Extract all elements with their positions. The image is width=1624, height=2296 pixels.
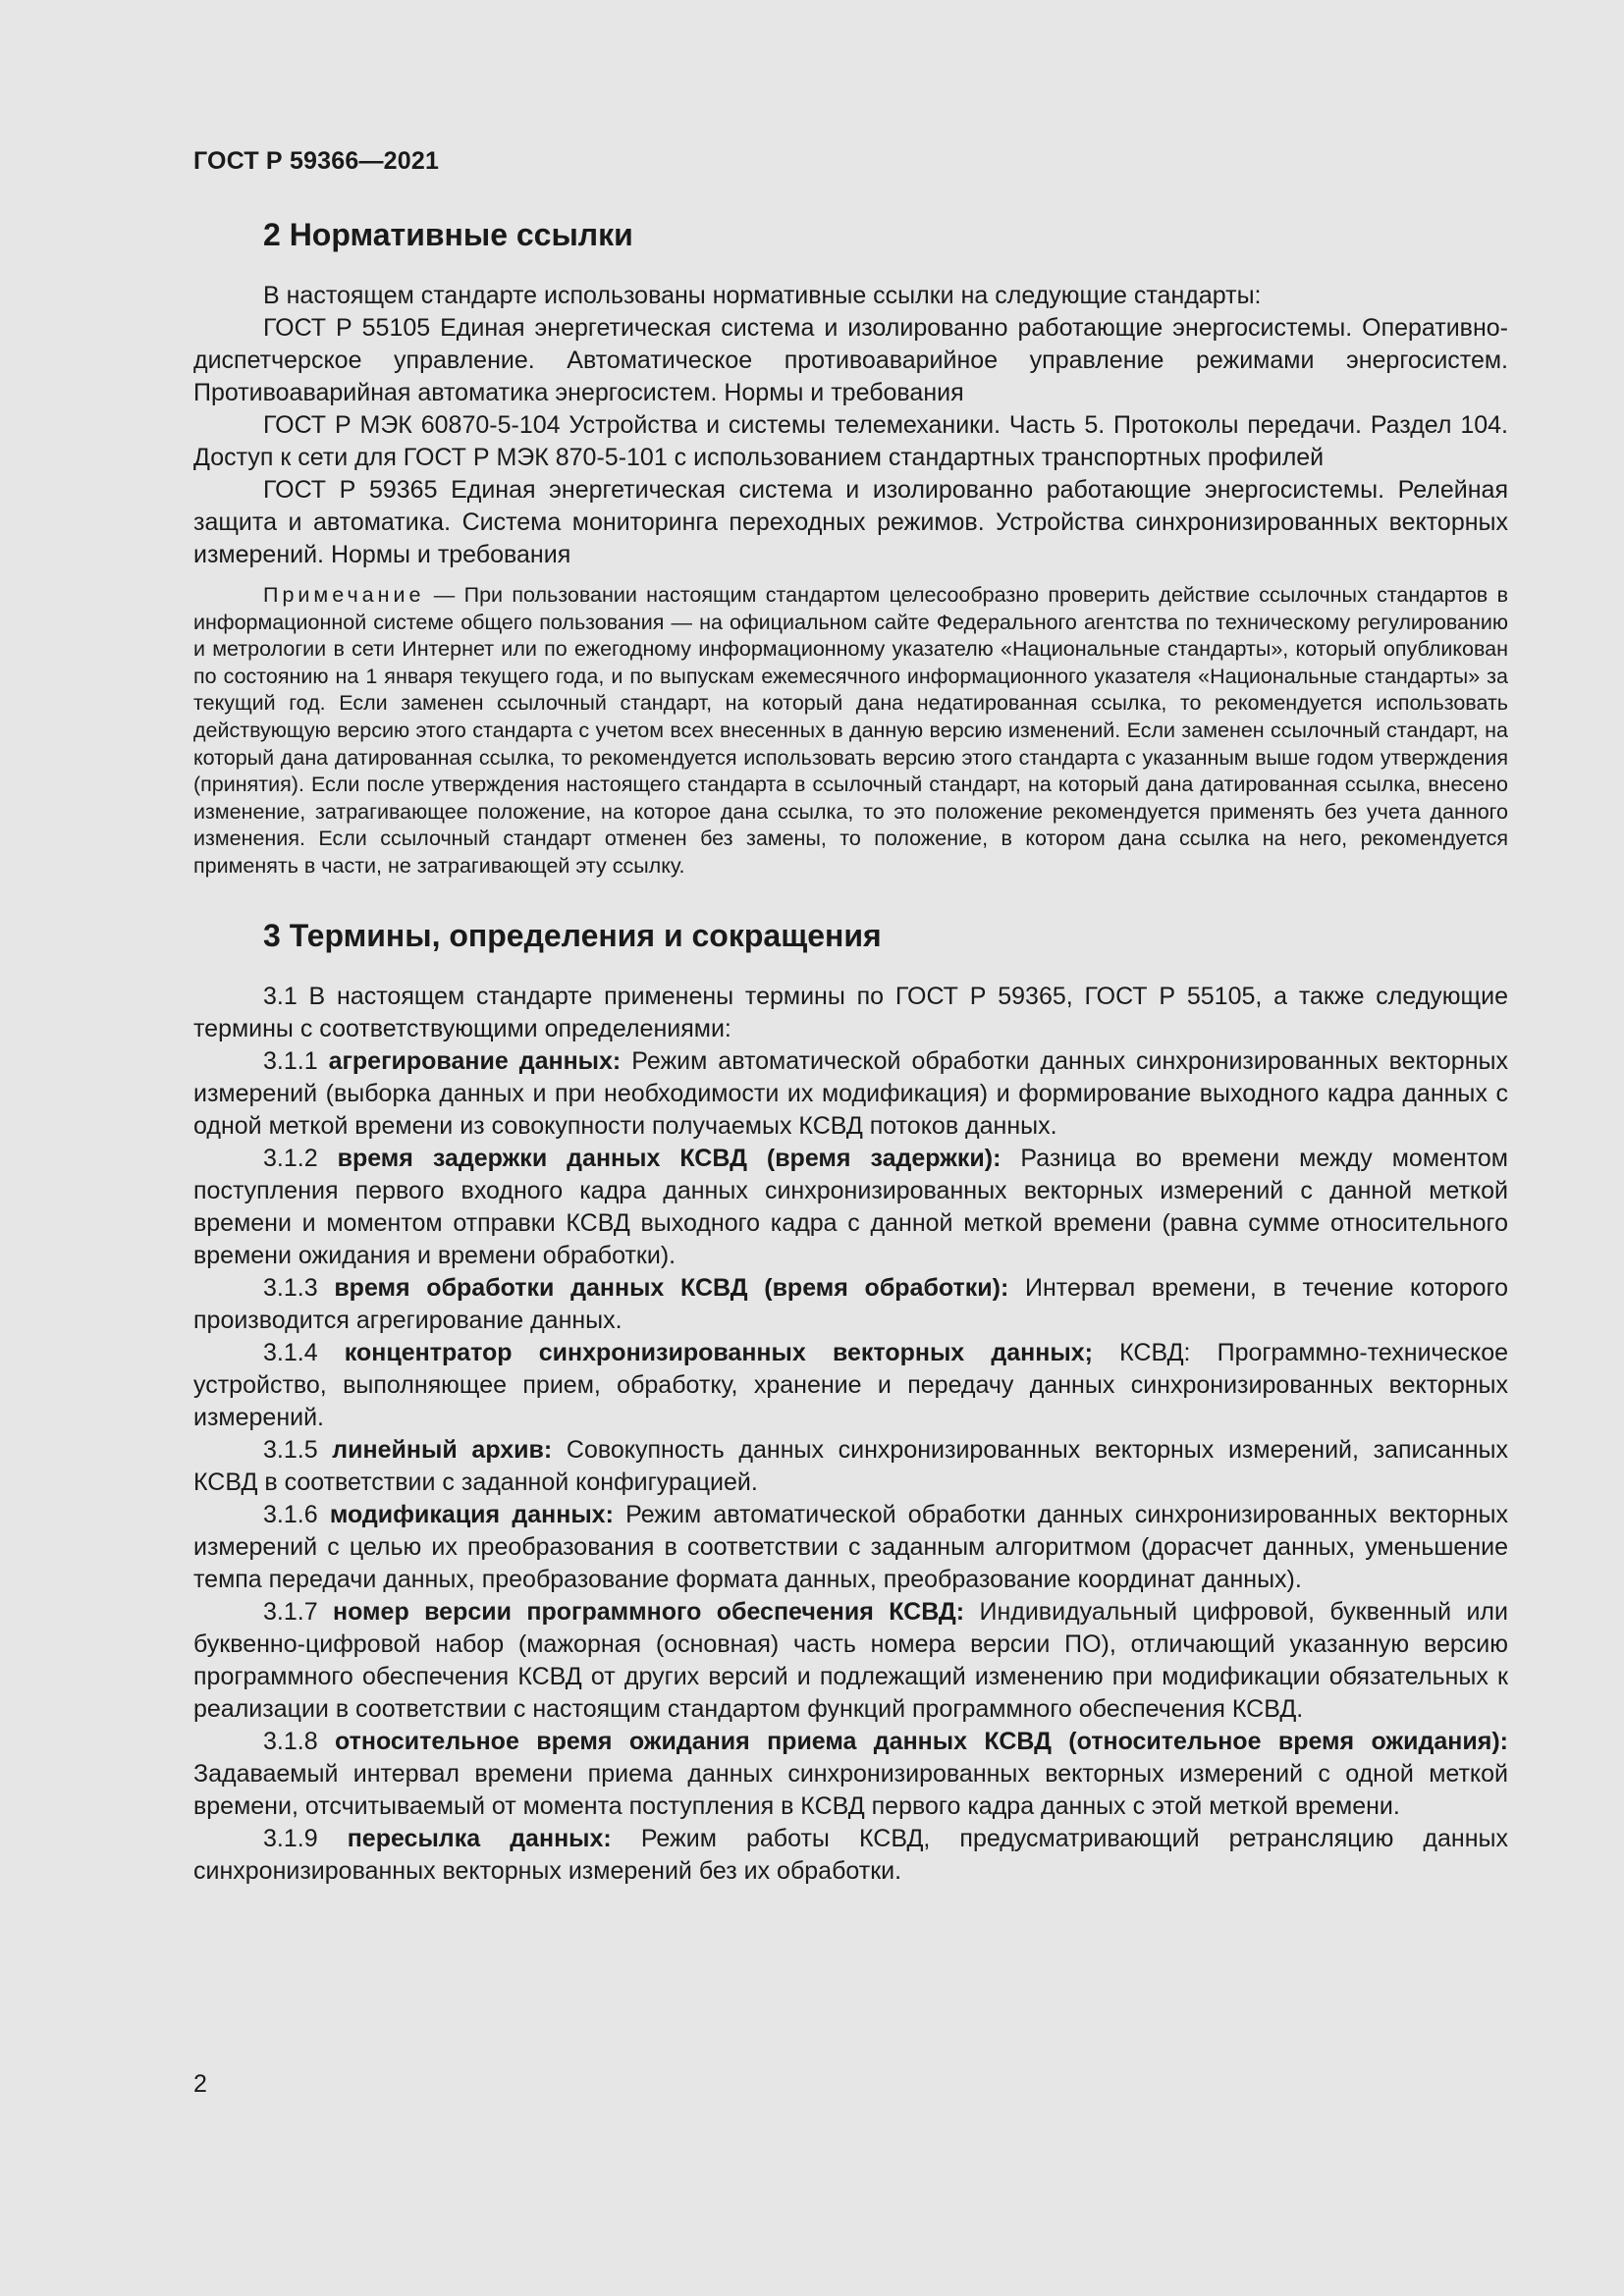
- term-name: номер версии программного обеспечения КСВД:: [333, 1597, 965, 1626]
- section-2-intro: В настоящем стандарте использованы нормативные ссылки на следующие стандарты:: [263, 282, 1262, 309]
- term-name: агрегирование данных:: [328, 1046, 622, 1075]
- term-number: 3.1.7: [263, 1597, 334, 1626]
- term-name: пересылка данных:: [347, 1824, 612, 1852]
- term-def: Задаваемый интервал времени приема данных синхронизированных векторных измерений с одной меткой времени, отсчитываемый от момента поступления в КСВД первого кадра данных с этой меткой времени.: [193, 1759, 1508, 1820]
- term-name: относительное время ожидания приема данных КСВД (относительное время ожидания):: [334, 1727, 1508, 1755]
- term-number: 3.1.9: [263, 1824, 348, 1852]
- section-3: [193, 916, 1508, 1888]
- section-2-note: [193, 582, 1508, 881]
- term-def: КСВД: Программно-техническое устройство, выполняющее прием, обработку, хранение и передачу данных синхронизированных векторных измерений.: [193, 1338, 1508, 1431]
- normative-ref-gost-iec-60870: ГОСТ Р МЭК 60870-5-104 Устройства и системы телемеханики. Часть 5. Протоколы передачи. Раздел 104. Доступ к сети для ГОСТ Р МЭК 870-5-101 с использованием стандартных транспортных профилей: [193, 411, 1508, 471]
- term-definition: [193, 1143, 1508, 1272]
- term-definition: [193, 1434, 1508, 1499]
- normative-ref-gost-59365: ГОСТ Р 59365 Единая энергетическая система и изолированно работающие энергосистемы. Релейная защита и автоматика. Система мониторинга переходных режимов. Устройства синхронизированных векторных измерений. Нормы и требования: [193, 476, 1508, 568]
- term-definition: [193, 1823, 1508, 1888]
- term-number: 3.1.2: [263, 1144, 338, 1172]
- section-3-intro: 3.1 В настоящем стандарте применены термины по ГОСТ Р 59365, ГОСТ Р 55105, а также следующие термины с соответствующими определениями:: [193, 982, 1508, 1042]
- term-number: 3.1.4: [263, 1338, 345, 1366]
- term-def: Разница во времени между моментом поступления первого входного кадра данных синхронизированных векторных измерений с данной меткой времени и моментом отправки КСВД выходного кадра с данной меткой времени (равна сумме относительного времени ожидания и времени обработки).: [193, 1144, 1508, 1269]
- term-definition: [193, 1337, 1508, 1434]
- term-name: время задержки данных КСВД (время задержки):: [337, 1144, 1001, 1172]
- document-id-header: ГОСТ Р 59366—2021: [193, 147, 440, 175]
- term-def: Индивидуальный цифровой, буквенный или буквенно-цифровой набор (мажорная (основная) часть номера версии ПО), отличающий указанную версию программного обеспечения КСВД от других версий и подлежащий изменению при модификации обязательных к реализации в соответствии с настоящим стандартом функций программного обеспечения КСВД.: [193, 1597, 1508, 1723]
- term-definition: [193, 1045, 1508, 1143]
- term-name: концентратор синхронизированных векторных данных;: [344, 1338, 1093, 1366]
- term-name: линейный архив:: [332, 1435, 553, 1464]
- term-name: время обработки данных КСВД (время обработки):: [334, 1273, 1009, 1302]
- term-def: Интервал времени, в течение которого производится агрегирование данных.: [193, 1273, 1508, 1334]
- page-number: 2: [193, 2070, 207, 2098]
- term-number: 3.1.1: [263, 1046, 329, 1075]
- note-label: Примечание: [263, 583, 425, 607]
- term-def: Режим работы КСВД, предусматривающий ретрансляцию данных синхронизированных векторных измерений без их обработки.: [193, 1824, 1508, 1885]
- term-number: 3.1.5: [263, 1435, 333, 1464]
- section-2-heading: 2 Нормативные ссылки: [263, 217, 633, 252]
- note-text: — При пользовании настоящим стандартом целесообразно проверить действие ссылочных стандартов в информационной системе общего пользования — на официальном сайте Федерального агентства по техническому регулированию и метрологии в сети Интернет или по ежегодному информационному указателю «Национальные стандарты», который опубликован по состоянию на 1 января текущего года, и по выпускам ежемесячного информационного указателя «Национальные стандарты» за текущий год. Если заменен ссылочный стандарт, на который дана недатированная ссылка, то рекомендуется использовать действующую версию этого стандарта с учетом всех внесенных в данную версию изменений. Если заменен ссылочный стандарт, на который дана датированная ссылка, то рекомендуется использовать версию этого стандарта с указанным выше годом утверждения (принятия). Если после утверждения настоящего стандарта в ссылочный стандарт, на который дана датированная ссылка, внесено изменение, затрагивающее положение, на которое дана ссылка, то это положение рекомендуется применять без учета данного изменения. Если ссылочный стандарт отменен без замены, то положение, в котором дана ссылка на него, рекомендуется применять в части, не затрагивающей эту ссылку.: [193, 583, 1508, 878]
- term-definition: [193, 1272, 1508, 1337]
- normative-ref-gost-55105: ГОСТ Р 55105 Единая энергетическая система и изолированно работающие энергосистемы. Оперативно-диспетчерское управление. Автоматическое противоаварийное управление режимами энергосистем. Противоаварийная автоматика энергосистем. Нормы и требования: [193, 314, 1508, 406]
- term-definition: [193, 1726, 1508, 1823]
- section-3-heading: 3 Термины, определения и сокращения: [263, 917, 882, 953]
- term-definition: [193, 1499, 1508, 1596]
- term-definition: [193, 1596, 1508, 1726]
- term-def: Режим автоматической обработки данных синхронизированных векторных измерений с целью их преобразования в соответствии с заданным алгоритмом (дорасчет данных, уменьшение темпа передачи данных, преобразование формата данных, преобразование координат данных).: [193, 1500, 1508, 1593]
- term-def: Режим автоматической обработки данных синхронизированных векторных измерений (выборка данных и при необходимости их модификация) и формирование выходного кадра данных с одной меткой времени из совокупности получаемых КСВД потоков данных.: [193, 1046, 1508, 1140]
- term-number: 3.1.3: [263, 1273, 335, 1302]
- term-name: модификация данных:: [329, 1500, 614, 1528]
- term-number: 3.1.6: [263, 1500, 330, 1528]
- term-def: Совокупность данных синхронизированных векторных измерений, записанных КСВД в соответствии с заданной конфигурацией.: [193, 1435, 1508, 1496]
- term-number: 3.1.8: [263, 1727, 335, 1755]
